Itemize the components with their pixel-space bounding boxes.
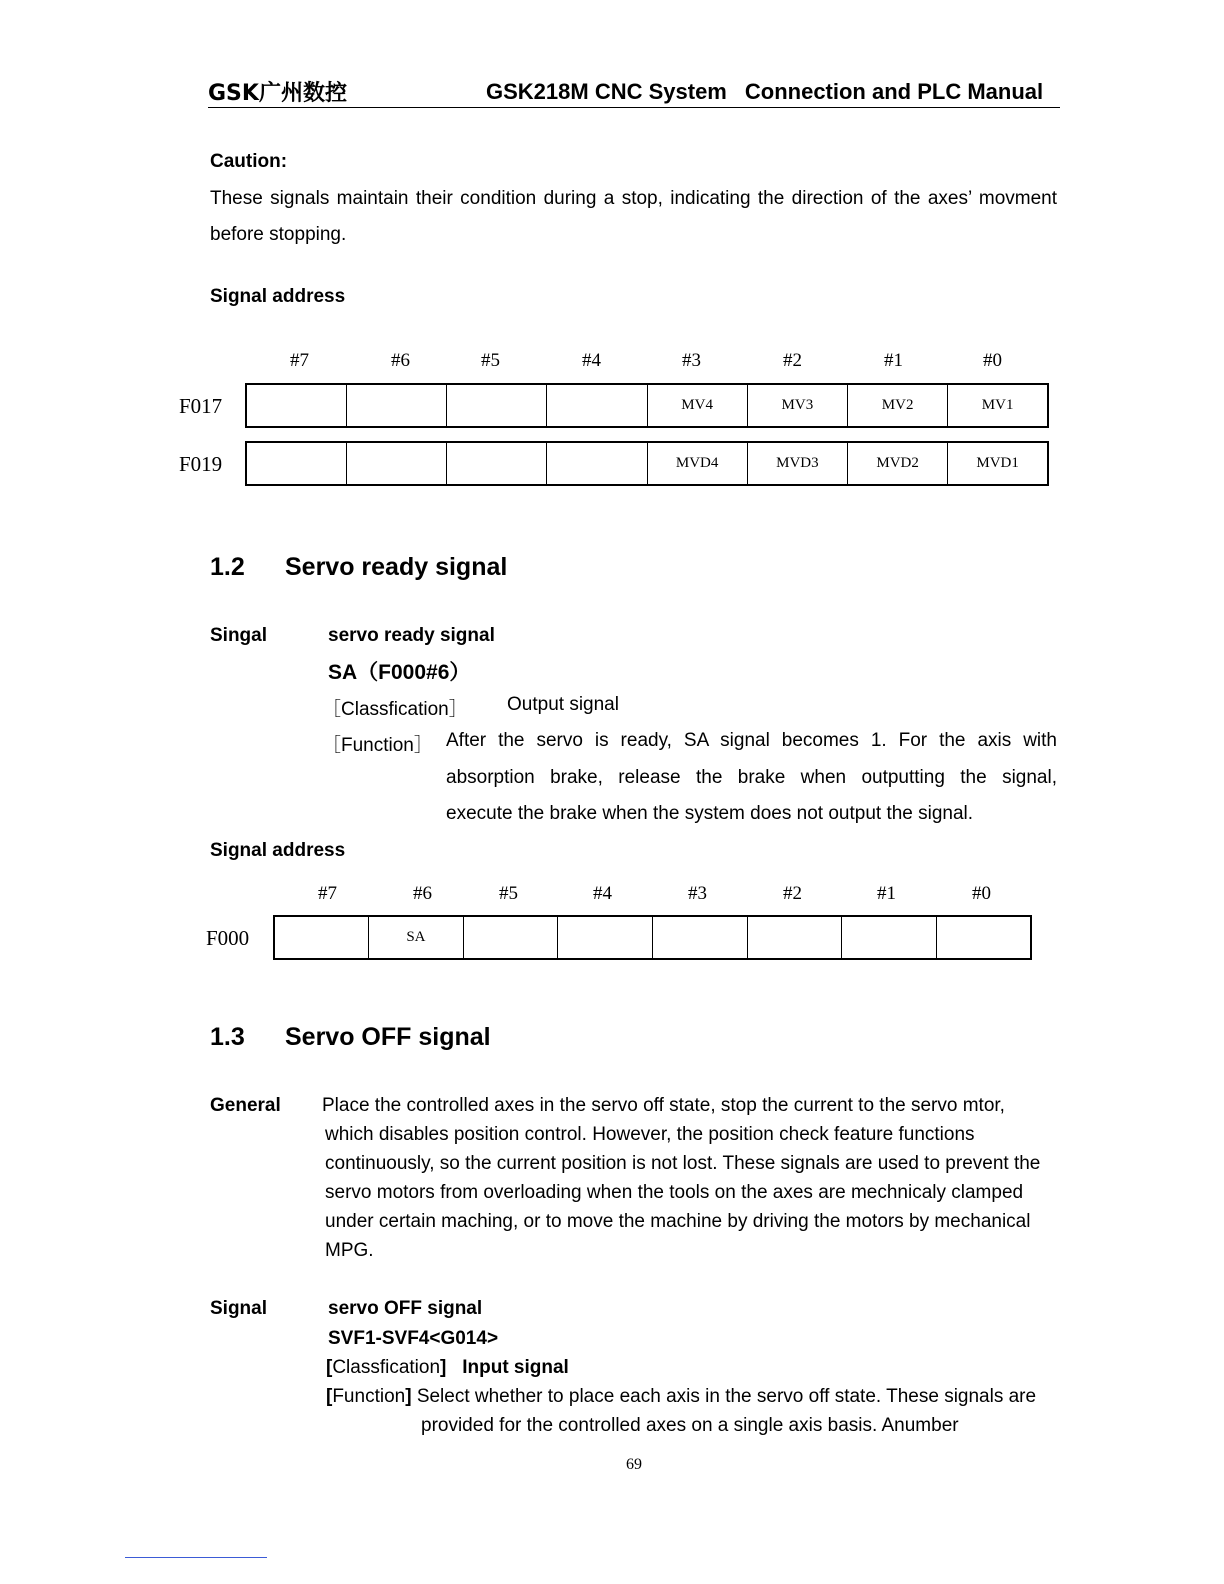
bit-header-7: #7 xyxy=(318,883,337,904)
classification-value: Input signal xyxy=(462,1357,569,1378)
general-label: General xyxy=(210,1095,281,1116)
section-number: 1.3 xyxy=(210,1023,245,1051)
signal-table-f017 xyxy=(245,383,1049,428)
bit-cell-4 xyxy=(558,916,653,959)
bit-cell-2: MV3 xyxy=(747,384,847,427)
bit-cell-2 xyxy=(747,916,842,959)
bracket-close: ] xyxy=(405,1386,412,1407)
bit-header-3: #3 xyxy=(688,883,707,904)
bit-cell-7 xyxy=(274,916,369,959)
bit-header-3: #3 xyxy=(682,350,701,371)
page-number: 69 xyxy=(626,1456,642,1473)
classification-label: ［Classfication］ xyxy=(322,699,468,720)
section-number: 1.2 xyxy=(210,553,245,581)
section-title: Servo ready signal xyxy=(285,553,508,581)
bit-cell-5 xyxy=(447,384,547,427)
bit-cell-3: MVD4 xyxy=(647,442,747,485)
register-label-f000: F000 xyxy=(206,926,250,950)
general-line-4: servo motors from overloading when the tools on the axes are mechnicaly clamped xyxy=(325,1182,1024,1203)
section-heading-1-3 xyxy=(210,1023,491,1052)
bit-cell-5 xyxy=(463,916,558,959)
gsk-logo xyxy=(208,78,448,106)
bit-cell-5 xyxy=(447,442,547,485)
header-title-right: Connection and PLC Manual xyxy=(744,79,1044,104)
signal-label: Signal xyxy=(210,1298,268,1319)
bit-header-0: #0 xyxy=(972,883,991,904)
general-line-1: Place the controlled axes in the servo off state, stop the current to the servo mtor, xyxy=(322,1095,1005,1116)
section-title: Servo OFF signal xyxy=(285,1023,491,1051)
caution-line-1: These signals maintain their condition during a stop, indicating the direction of the axes’ movment xyxy=(210,188,1057,209)
header-title-left: GSK218M CNC System xyxy=(486,79,727,104)
bit-cell-1: MVD2 xyxy=(848,442,948,485)
function-line-2: absorption brake, release the brake when outputting the signal, xyxy=(446,767,1057,788)
footnote-separator xyxy=(125,1557,267,1558)
bit-header-4: #4 xyxy=(582,350,601,371)
register-label-f019: F019 xyxy=(179,452,223,476)
bit-cell-4 xyxy=(547,442,647,485)
classification-value: Output signal xyxy=(507,694,619,715)
caution-heading: Caution: xyxy=(210,151,288,172)
bit-cell-4 xyxy=(547,384,647,427)
bracket-close: ] xyxy=(440,1357,447,1378)
bit-cell-7 xyxy=(246,442,346,485)
bit-cell-7 xyxy=(246,384,346,427)
bit-header-6: #6 xyxy=(391,350,410,371)
bit-cell-6: SA xyxy=(369,916,464,959)
logo-text: GSK广州数控 xyxy=(208,81,347,106)
bit-header-5: #5 xyxy=(499,883,518,904)
bit-header-4: #4 xyxy=(593,883,612,904)
bit-header-7: #7 xyxy=(290,350,309,371)
bit-header-2: #2 xyxy=(783,883,802,904)
signal-code: SVF1-SVF4<G014> xyxy=(328,1328,499,1349)
table-row xyxy=(246,384,1048,427)
header-title xyxy=(486,79,1043,105)
bit-header-2: #2 xyxy=(783,350,802,371)
bit-cell-1: MV2 xyxy=(848,384,948,427)
signal-address-label: Signal address xyxy=(210,840,346,861)
signal-address-label: Signal address xyxy=(210,286,346,307)
register-label-f017: F017 xyxy=(179,394,223,418)
classification-row xyxy=(326,1357,569,1379)
general-line-6: MPG. xyxy=(325,1240,374,1261)
signal-code: SA（F000#6） xyxy=(328,661,471,684)
function-line-3: execute the brake when the system does not output the signal. xyxy=(446,803,974,824)
signal-name: servo ready signal xyxy=(328,625,495,646)
bit-cell-3 xyxy=(653,916,748,959)
function-line-1: Select whether to place each axis in the servo off state. These signals are xyxy=(416,1386,1037,1407)
bit-cell-6 xyxy=(346,384,446,427)
section-heading-1-2 xyxy=(210,553,507,582)
header-rule xyxy=(208,107,1060,108)
signal-label: Singal xyxy=(210,625,268,646)
bit-cell-0 xyxy=(936,916,1031,959)
caution-line-2: before stopping. xyxy=(210,224,347,245)
function-line-1: After the servo is ready, SA signal becomes 1. For the axis with xyxy=(446,730,1057,751)
bit-header-0: #0 xyxy=(983,350,1002,371)
bit-cell-1 xyxy=(842,916,937,959)
function-label: ［Function］ xyxy=(322,735,433,756)
table-row xyxy=(246,442,1048,485)
function-row xyxy=(326,1386,1036,1408)
signal-name: servo OFF signal xyxy=(328,1298,483,1319)
general-line-5: under certain maching, or to move the machine by driving the motors by mechanical xyxy=(325,1211,1031,1232)
table-row xyxy=(274,916,1031,959)
function-label: Function xyxy=(332,1386,406,1407)
bit-cell-6 xyxy=(346,442,446,485)
bit-cell-2: MVD3 xyxy=(747,442,847,485)
signal-table-f000 xyxy=(273,915,1032,960)
bit-cell-0: MV1 xyxy=(948,384,1048,427)
general-line-3: continuously, so the current position is not lost. These signals are used to prevent the xyxy=(325,1153,1041,1174)
signal-table-f019 xyxy=(245,441,1049,486)
bit-cell-0: MVD1 xyxy=(948,442,1048,485)
bracket-open: [ xyxy=(326,1357,333,1378)
bracket-open: [ xyxy=(326,1386,333,1407)
bit-header-5: #5 xyxy=(481,350,500,371)
general-line-2: which disables position control. However, the position check feature functions xyxy=(325,1124,975,1145)
bit-header-6: #6 xyxy=(413,883,432,904)
bit-cell-3: MV4 xyxy=(647,384,747,427)
function-line-2: provided for the controlled axes on a single axis basis. Anumber xyxy=(421,1415,959,1436)
bit-header-1: #1 xyxy=(884,350,903,371)
classification-label: Classfication xyxy=(332,1357,441,1378)
bit-header-1: #1 xyxy=(877,883,896,904)
